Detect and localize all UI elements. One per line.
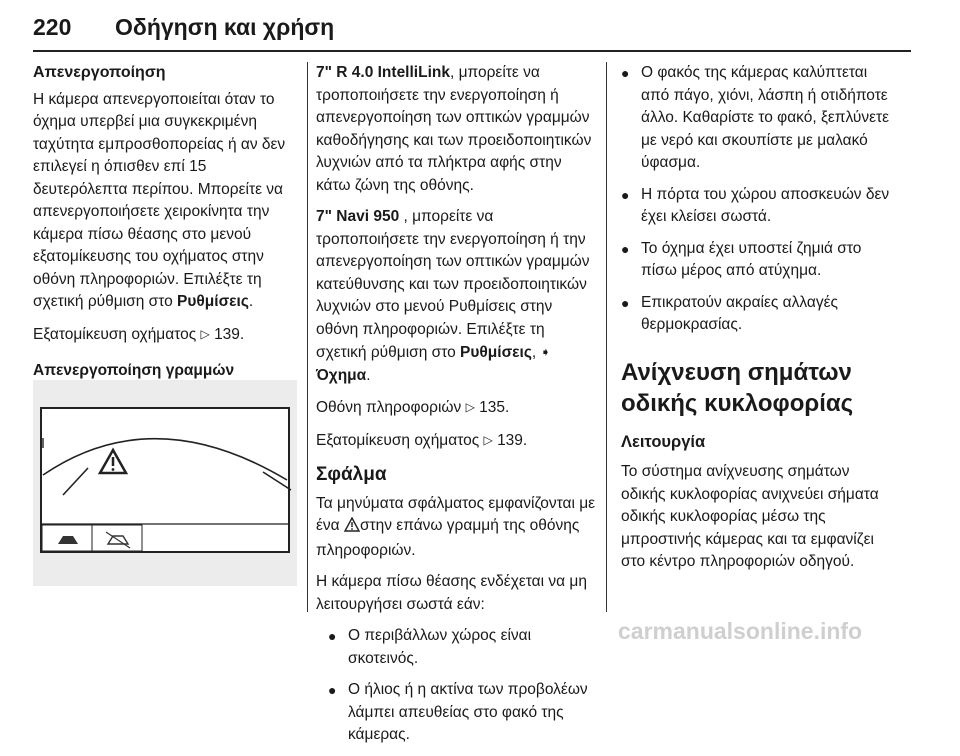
text-span: , xyxy=(531,344,541,361)
bullet-icon: ● xyxy=(328,628,337,644)
list-item xyxy=(621,184,897,229)
list-item-text: Ο ήλιος ή η ακτίνα των προβολέων λάμπει απευθείας στο φακό της κάμερας. xyxy=(348,681,588,743)
text-span: , μπορείτε να τροποποιήσετε την ενεργοποίηση ή απενεργοποίηση των οπτικών γραμμών καθοδήγησης και των προειδοποιητικών λυχνιών από τα πλήκτρα αφής στην κάτω ζώνη της οθόνης. xyxy=(316,64,592,194)
subheading-function: Λειτουργία xyxy=(621,432,706,451)
list-item xyxy=(328,679,596,747)
list-item-text: Το όχημα έχει υποστεί ζημιά στο πίσω μέρος από ατύχημα. xyxy=(641,239,862,279)
text-span: στην επάνω γραμμή της οθόνης πληροφοριών. xyxy=(316,517,580,559)
intellilink-paragraph xyxy=(316,62,596,197)
bullet-icon: ● xyxy=(621,65,630,81)
error-message-paragraph xyxy=(316,493,596,563)
bullet-icon: ● xyxy=(621,240,630,257)
info-display-reference xyxy=(316,396,596,420)
text-span: Τα μηνύματα σφάλματος εμφανίζονται με ένα xyxy=(316,494,596,534)
reference-arrow-icon: ▷ xyxy=(483,432,493,447)
column-divider-1 xyxy=(307,62,308,612)
text-span: . xyxy=(248,293,254,310)
list-item-text: Επικρατούν ακραίες αλλαγές θερμοκρασίας. xyxy=(641,293,838,333)
vehicle-term: Όχημα xyxy=(316,366,367,384)
reference-arrow-icon: ▷ xyxy=(200,326,210,341)
subheading-guidelines: Απενεργοποίηση γραμμών xyxy=(33,362,235,379)
watermark: carmanualsonline.info xyxy=(618,618,863,644)
list-item xyxy=(621,62,897,175)
deactivation-paragraph xyxy=(33,89,301,314)
page-title: Οδήγηση και χρήση xyxy=(115,14,335,40)
page-number: 220 xyxy=(33,14,72,40)
list-item-text: Ο περιβάλλων χώρος είναι σκοτεινός. xyxy=(348,627,532,667)
text-span: , μπορείτε να τροποποιήσετε την ενεργοποίηση ή την απενεργοποίηση των οπτικών γραμμών κατεύθυνσης και των προειδοποιητικών λυχνιών στο μενού Ρυθμίσεις στην οθόνη πληροφοριών. Επιλέξτε τη σχετική ρύθμιση στο xyxy=(316,208,590,361)
malfunction-list xyxy=(316,625,596,747)
camera-display-figure xyxy=(33,380,297,586)
reference-arrow-icon: ▷ xyxy=(465,400,475,414)
text-span: Εξατομίκευση οχήματος xyxy=(33,325,201,343)
text-span: Οθόνη πληροφοριών xyxy=(316,399,466,416)
page-header xyxy=(33,14,911,50)
column-3 xyxy=(621,62,897,583)
personalisation-reference-2 xyxy=(316,429,596,453)
list-item xyxy=(621,238,897,283)
list-item xyxy=(328,625,596,670)
product-name: 7" R 4.0 IntelliLink xyxy=(316,64,450,81)
warning-triangle-icon xyxy=(344,517,360,540)
text-span: Η κάμερα απενεργοποιείται όταν το όχημα υπερβεί μια συγκεκριμένη ταχύτητα εμπροσθοπορείας ή αν δεν επιλεγεί η όπισθεν επί 15 δευτερόλεπτα περίπου. Μπορείτε να απενεργοποιήσετε χειροκίνητα την κάμερα πίσω θέασης στο μενού εξατομίκευσης του οχήματος στην οθόνη πληροφοριών. Επιλέξτε τη σχετική ρύθμιση στο xyxy=(33,90,286,310)
list-item-text: Ο φακός της κάμερας καλύπτεται από πάγο, χιόνι, λάσπη ή οτιδήποτε άλλο. Καθαρίστε το φακό, ξεπλύνετε με νερό και σκουπίστε με μαλακό ύφασμα. xyxy=(641,64,890,171)
page-ref[interactable]: 139. xyxy=(214,325,245,343)
product-name: 7" Navi 950 xyxy=(316,208,400,225)
text-span: Εξατομίκευση οχήματος xyxy=(316,431,484,449)
column-1 xyxy=(33,62,301,433)
camera-display-illustration xyxy=(33,380,297,586)
bullet-icon: ● xyxy=(621,186,630,203)
menu-arrow-icon: ➧ xyxy=(540,345,551,359)
section-heading-error: Σφάλμα xyxy=(316,464,387,485)
page-ref[interactable]: 139. xyxy=(497,431,528,449)
header-rule xyxy=(33,50,911,52)
column-divider-2 xyxy=(606,62,607,612)
column-2 xyxy=(316,62,596,756)
text-span: . xyxy=(366,366,371,384)
page-ref[interactable]: 135. xyxy=(479,399,510,416)
section-heading-deactivation: Απενεργοποίηση xyxy=(33,64,166,81)
bullet-icon: ● xyxy=(328,682,337,698)
malfunction-intro: Η κάμερα πίσω θέασης ενδέχεται να μη λειτουργήσει σωστά εάν: xyxy=(316,573,587,613)
malfunction-list-continued xyxy=(621,62,897,337)
settings-term: Ρυθμίσεις xyxy=(460,344,532,361)
navi-paragraph xyxy=(316,206,596,387)
list-item-text: Η πόρτα του χώρου αποσκευών δεν έχει κλείσει σωστά. xyxy=(641,185,890,225)
section-heading-traffic-sign: Ανίχνευση σημάτων οδικής κυκλοφορίας xyxy=(621,358,854,417)
bullet-icon: ● xyxy=(621,294,630,311)
list-item xyxy=(621,292,897,337)
personalisation-reference xyxy=(33,323,301,347)
function-paragraph: Το σύστημα ανίχνευσης σημάτων οδικής κυκλοφορίας ανιχνεύει σήματα οδικής κυκλοφορίας μέσω της μπροστινής κάμερας και τα εμφανίζει στο κέντρο πληροφοριών οδηγού. xyxy=(621,463,879,570)
settings-term: Ρυθμίσεις xyxy=(177,293,249,310)
